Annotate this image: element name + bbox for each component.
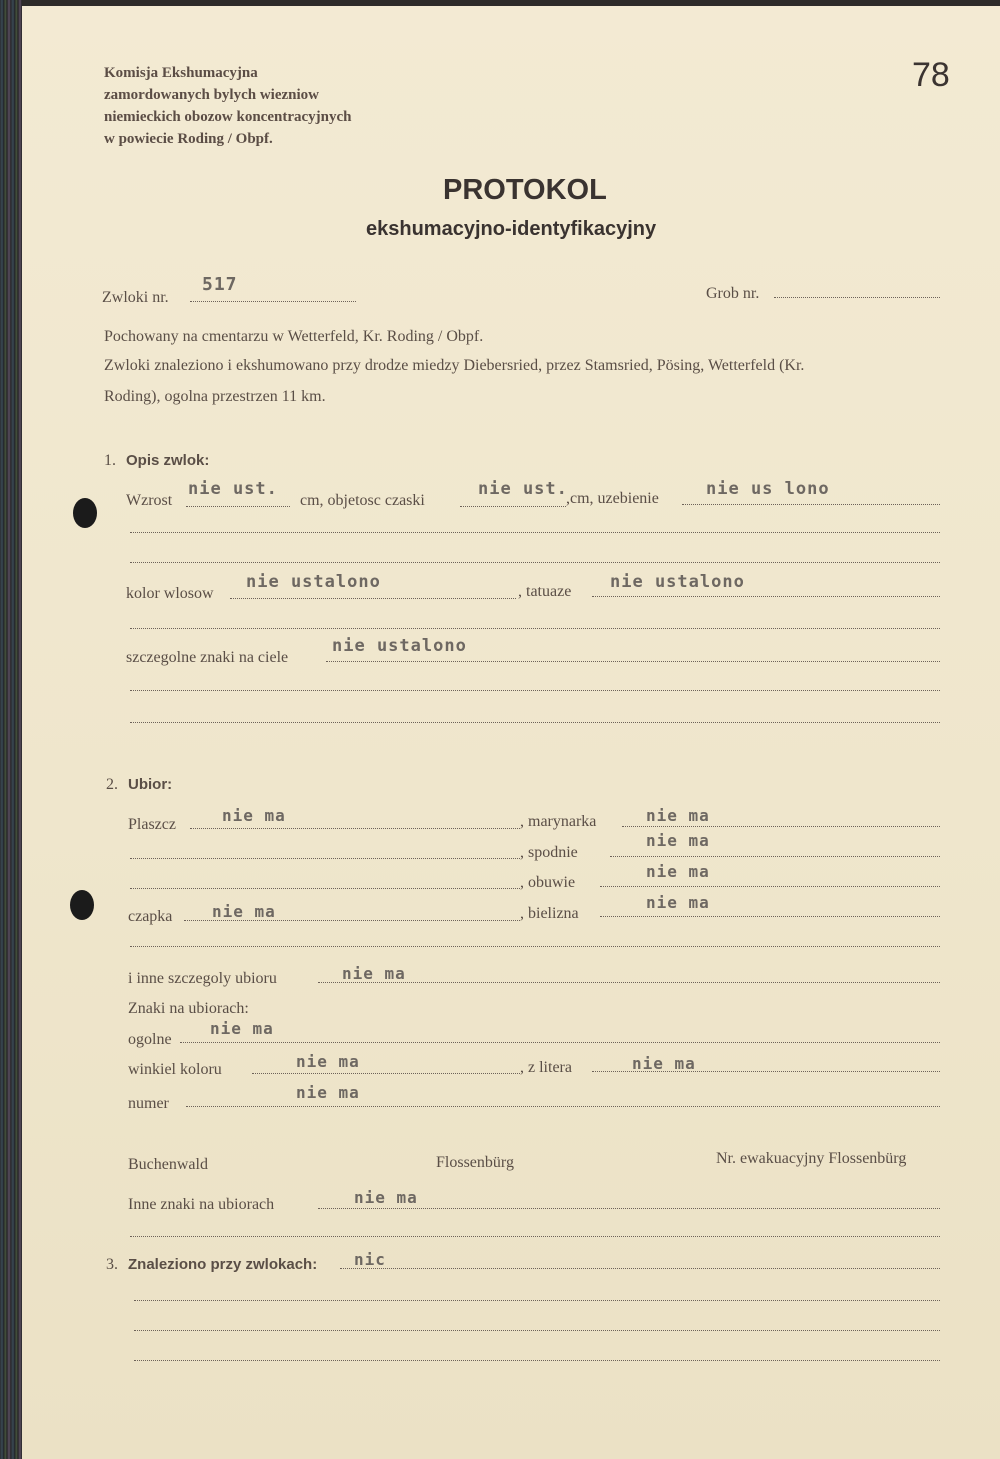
inne-ubior-line (318, 982, 940, 983)
ogolne-value: nie ma (210, 1019, 274, 1038)
spodnie-line (610, 856, 940, 857)
litera-label: , z litera (520, 1059, 572, 1076)
inne-ubior-value: nie ma (342, 964, 406, 983)
burial-text: Pochowany na cmentarzu w Wetterfeld, Kr. Roding / Obpf. (104, 328, 484, 345)
spodnie-label: , spodnie (520, 844, 578, 861)
ewakuacyjny-label: Nr. ewakuacyjny Flossenbürg (716, 1150, 907, 1167)
tatuaze-label: , tatuaze (518, 583, 572, 600)
zwloki-label: Zwloki nr. (102, 289, 169, 306)
binding-edge (0, 0, 22, 1459)
org-line-4: w powiecie Roding / Obpf. (104, 131, 273, 147)
org-line-2: zamordowanych bylych wiezniow (104, 87, 319, 103)
grob-label: Grob nr. (706, 285, 760, 302)
blank-line-5 (130, 722, 940, 723)
czapka-value: nie ma (212, 902, 276, 921)
blank-line-4 (130, 690, 940, 691)
znaki-cialo-value: nie ustalono (332, 636, 467, 656)
uzebienie-value: nie us lono (706, 479, 830, 499)
org-line-3: niemieckich obozow koncentracyjnych (104, 109, 352, 125)
tatuaze-line (592, 596, 940, 597)
section3-value: nic (354, 1250, 386, 1269)
found-text-1: Zwloki znaleziono i ekshumowano przy drodze miedzy Diebersried, przez Stamsried, Pösing, Wetterfeld (Kr. (104, 357, 805, 374)
section3-heading: Znaleziono przy zwlokach: (128, 1256, 318, 1273)
tatuaze-value: nie ustalono (610, 572, 745, 592)
winkiel-line (252, 1073, 520, 1074)
blank-line-2 (130, 562, 940, 563)
blank-line-9 (134, 1330, 940, 1331)
wzrost-line (186, 506, 290, 507)
numer-label: numer (128, 1095, 169, 1112)
blank-line-8 (134, 1300, 940, 1301)
kolor-value: nie ustalono (246, 572, 381, 592)
plaszcz-line (190, 828, 520, 829)
winkiel-label: winkiel koloru (128, 1061, 222, 1078)
section2-heading: Ubior: (128, 776, 173, 793)
grob-line (774, 297, 940, 298)
zwloki-value: 517 (202, 274, 238, 295)
bielizna-label: , bielizna (520, 905, 579, 922)
flossenburg-label: Flossenbürg (436, 1154, 514, 1171)
page-number: 78 (912, 56, 950, 94)
bielizna-line (600, 916, 940, 917)
marynarka-label: , marynarka (520, 813, 597, 830)
punch-hole-top (73, 498, 97, 528)
wzrost-label: Wzrost (126, 492, 173, 509)
inne-znaki-value: nie ma (354, 1188, 418, 1207)
plaszcz-line-2 (130, 858, 520, 859)
litera-value: nie ma (632, 1054, 696, 1073)
zwloki-line (190, 301, 356, 302)
plaszcz-line-3 (130, 888, 520, 889)
obuwie-line (600, 886, 940, 887)
marynarka-value: nie ma (646, 806, 710, 825)
ogolne-label: ogolne (128, 1031, 172, 1048)
kolor-line (230, 598, 516, 599)
czaszka-label: cm, objetosc czaski (300, 492, 425, 509)
numer-value: nie ma (296, 1083, 360, 1102)
czaszka-line (460, 506, 566, 507)
czaszka-value: nie ust. (478, 479, 568, 499)
blank-line-10 (134, 1360, 940, 1361)
document-subtitle: ekshumacyjno-identyfikacyjny (366, 218, 657, 240)
czapka-label: czapka (128, 908, 173, 925)
plaszcz-value: nie ma (222, 806, 286, 825)
blank-line-7 (130, 1236, 940, 1237)
winkiel-value: nie ma (296, 1052, 360, 1071)
bielizna-value: nie ma (646, 893, 710, 912)
wzrost-value: nie ust. (188, 479, 278, 499)
found-text-2: Roding), ogolna przestrzen 11 km. (104, 388, 326, 405)
kolor-label: kolor wlosow (126, 585, 214, 602)
section1-heading: Opis zwlok: (126, 452, 210, 469)
section2-number: 2. (106, 776, 118, 793)
document-title: PROTOKOL (443, 174, 607, 206)
plaszcz-label: Plaszcz (128, 816, 176, 833)
numer-line (186, 1106, 940, 1107)
section1-number: 1. (104, 452, 116, 469)
znaki-cialo-label: szczegolne znaki na ciele (126, 649, 289, 666)
uzebienie-line (682, 504, 940, 505)
znaki-ubior-label: Znaki na ubiorach: (128, 1000, 249, 1017)
znaki-cialo-line (326, 661, 940, 662)
org-line-1: Komisja Ekshumacyjna (104, 65, 258, 81)
obuwie-value: nie ma (646, 862, 710, 881)
spodnie-value: nie ma (646, 831, 710, 850)
ogolne-line (180, 1042, 940, 1043)
marynarka-line (622, 826, 940, 827)
section3-line (340, 1268, 940, 1269)
inne-znaki-label: Inne znaki na ubiorach (128, 1196, 275, 1213)
buchenwald-label: Buchenwald (128, 1156, 208, 1173)
inne-znaki-line (318, 1208, 940, 1209)
obuwie-label: , obuwie (520, 874, 576, 891)
organization-header (104, 62, 351, 150)
punch-hole-bottom (70, 890, 94, 920)
section3-number: 3. (106, 1256, 118, 1273)
inne-ubior-label: i inne szczegoly ubioru (128, 970, 277, 987)
uzebienie-label: ,cm, uzebienie (566, 490, 659, 507)
blank-line-6 (130, 946, 940, 947)
blank-line-1 (130, 532, 940, 533)
blank-line-3 (130, 628, 940, 629)
